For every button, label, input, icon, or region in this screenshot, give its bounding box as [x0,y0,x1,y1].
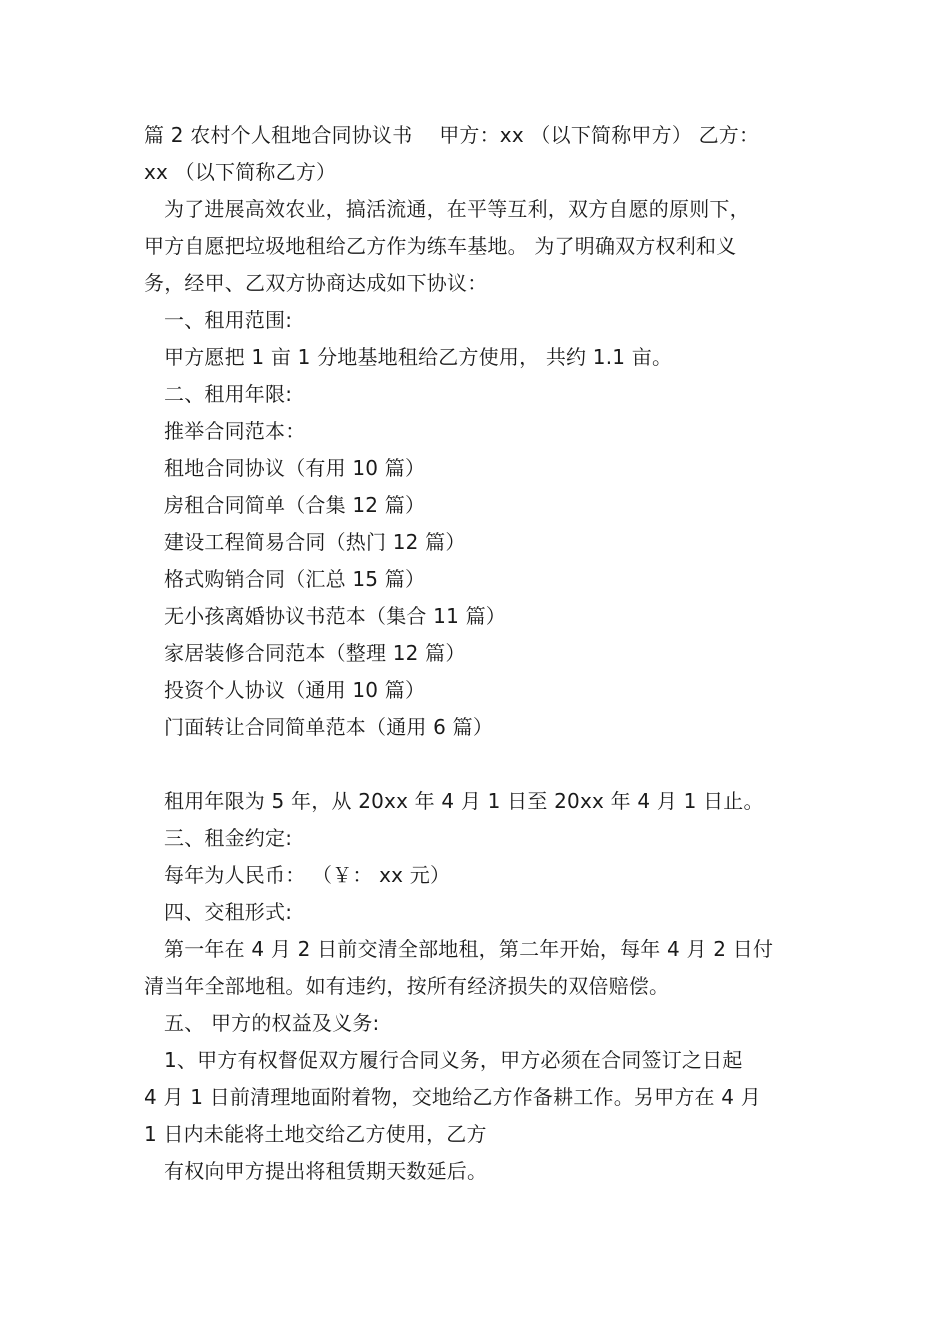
paragraph-line: 为了进展高效农业，搞活流通，在平等互利，双方自愿的原则下， [164,197,750,221]
paragraph-line: 租用年限为 5 年，从 20xx 年 4 月 1 日至 20xx 年 4 月 1 日止。 [164,789,764,813]
section-heading: 四、交租形式: [164,900,293,924]
recommend-item: 无小孩离婚协议书范本（集合 11 篇） [164,604,506,628]
document-body [144,117,824,1190]
section-heading: 三、租金约定: [164,826,293,850]
paragraph-line: 甲方自愿把垃圾地租给乙方作为练车基地。 为了明确双方权利和义 [144,234,737,258]
title-line: 篇 2 农村个人租地合同协议书 甲方：xx （以下简称甲方） 乙方： [144,123,760,147]
recommend-item: 租地合同协议（有用 10 篇） [164,456,426,480]
blank-line [144,746,824,783]
recommend-item: 房租合同简单（合集 12 篇） [164,493,426,517]
recommend-item: 格式购销合同（汇总 15 篇） [164,567,426,591]
recommend-item: 投资个人协议（通用 10 篇） [164,678,426,702]
section-heading: 二、租用年限: [164,382,293,406]
paragraph-line: 清当年全部地租。如有违约，按所有经济损失的双倍赔偿。 [144,974,670,998]
paragraph-line: 4 月 1 日前清理地面附着物，交地给乙方作备耕工作。另甲方在 4 月 [144,1085,761,1109]
section-heading: 五、 甲方的权益及义务: [164,1011,380,1035]
paragraph-line: 第一年在 4 月 2 日前交清全部地租，第二年开始，每年 4 月 2 日付 [164,937,774,961]
paragraph-line: 每年为人民币： （￥： xx 元） [164,863,451,887]
recommend-item: 家居装修合同范本（整理 12 篇） [164,641,466,665]
section-heading: 一、租用范围: [164,308,293,332]
recommend-item: 门面转让合同简单范本（通用 6 篇） [164,715,494,739]
recommend-item: 建设工程简易合同（热门 12 篇） [164,530,466,554]
parties-line: xx （以下简称乙方） [144,160,337,184]
paragraph-line: 有权向甲方提出将租赁期天数延后。 [164,1159,488,1183]
paragraph-line: 甲方愿把 1 亩 1 分地基地租给乙方使用， 共约 1.1 亩。 [164,345,673,369]
paragraph-line: 1 日内未能将土地交给乙方使用，乙方 [144,1122,487,1146]
recommend-heading: 推举合同范本： [164,419,306,443]
paragraph-line: 务，经甲、乙双方协商达成如下协议： [144,271,488,295]
paragraph-line: 1、甲方有权督促双方履行合同义务，甲方必须在合同签订之日起 [164,1048,743,1072]
